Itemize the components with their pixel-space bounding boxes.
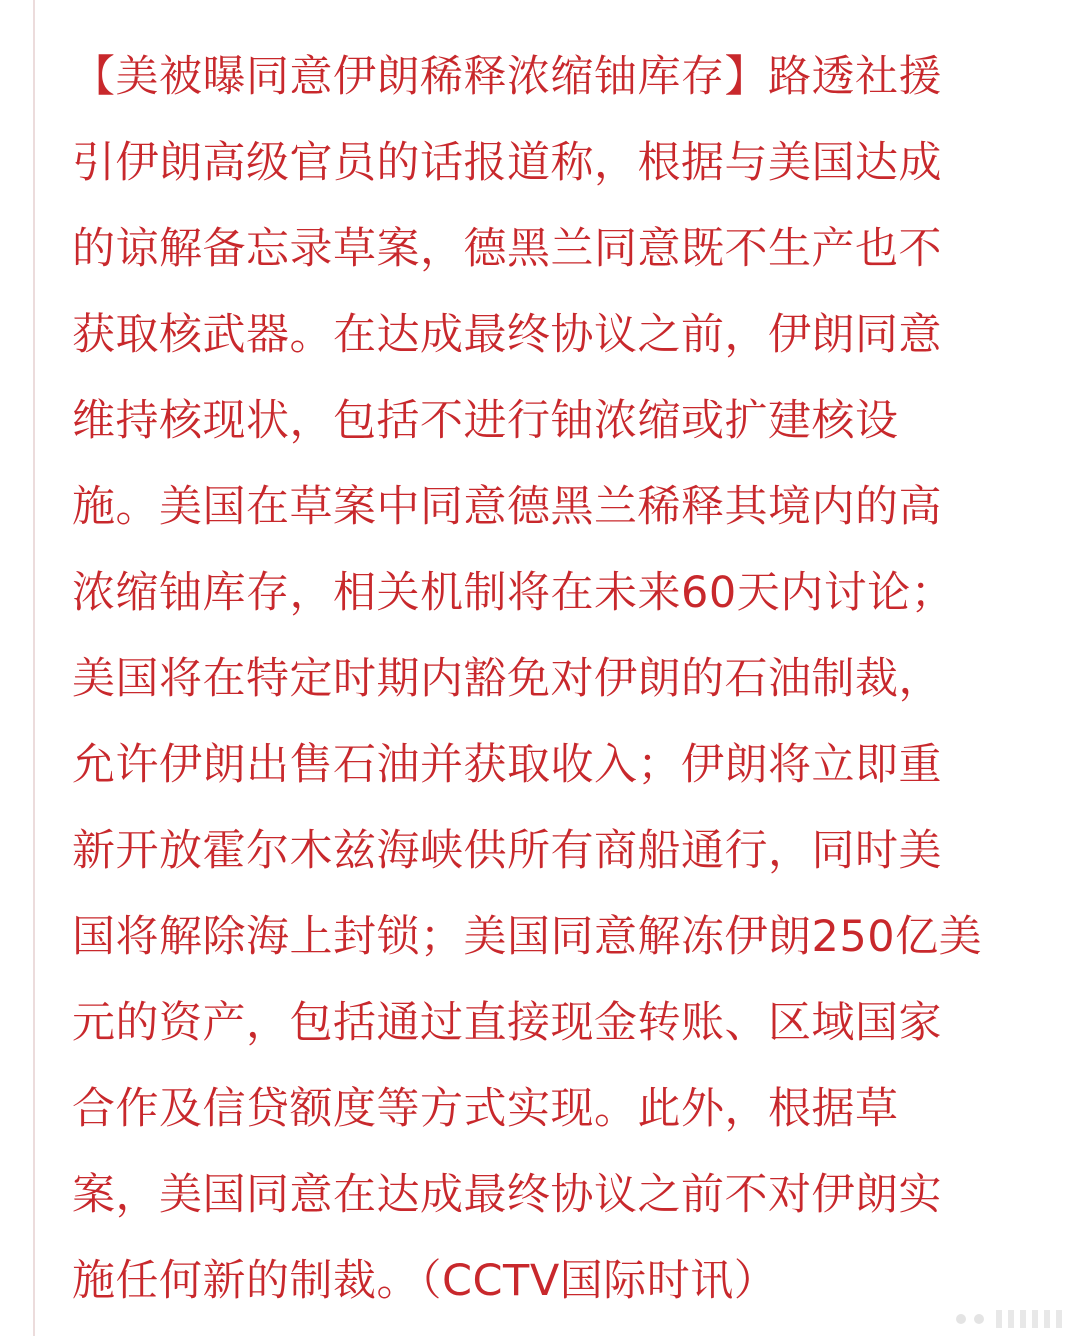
article-body [72,34,1032,1324]
watermark-bar-icon [1020,1310,1026,1328]
left-rule [33,0,35,1336]
article-line-11: 国将解除海上封锁；美国同意解冻伊朗250亿美 [72,912,983,962]
watermark-logo [952,1306,1072,1332]
article-line-13: 合作及信贷额度等方式实现。此外，根据草 [72,1084,899,1134]
watermark-bar-icon [1032,1310,1038,1328]
article-line-7: 浓缩铀库存，相关机制将在未来60天内讨论； [72,568,955,618]
article-line-9: 允许伊朗出售石油并获取收入；伊朗将立即重 [72,740,942,790]
article-line-2: 引伊朗高级官员的话报道称，根据与美国达成 [72,138,942,188]
watermark-bar-icon [1056,1310,1062,1328]
article-line-5: 维持核现状，包括不进行铀浓缩或扩建核设 [72,396,899,446]
watermark-dot-icon [956,1314,966,1324]
article-line-6: 施。美国在草案中同意德黑兰稀释其境内的高 [72,482,942,532]
watermark-bar-icon [1044,1310,1050,1328]
article-line-8: 美国将在特定时期内豁免对伊朗的石油制裁， [72,654,942,704]
watermark-bar-icon [996,1310,1002,1328]
article-line-3: 的谅解备忘录草案，德黑兰同意既不生产也不 [72,224,942,274]
article-line-4: 获取核武器。在达成最终协议之前，伊朗同意 [72,310,942,360]
article-line-14: 案，美国同意在达成最终协议之前不对伊朗实 [72,1170,942,1220]
article-line-10: 新开放霍尔木兹海峡供所有商船通行，同时美 [72,826,942,876]
article-line-1: 【美被曝同意伊朗稀释浓缩铀库存】路透社援 [72,52,942,102]
article-line-15: 施任何新的制裁。（CCTV国际时讯） [72,1256,778,1306]
watermark-bar-icon [1008,1310,1014,1328]
article-line-12: 元的资产，包括通过直接现金转账、区域国家 [72,998,942,1048]
watermark-dot-icon [974,1314,984,1324]
